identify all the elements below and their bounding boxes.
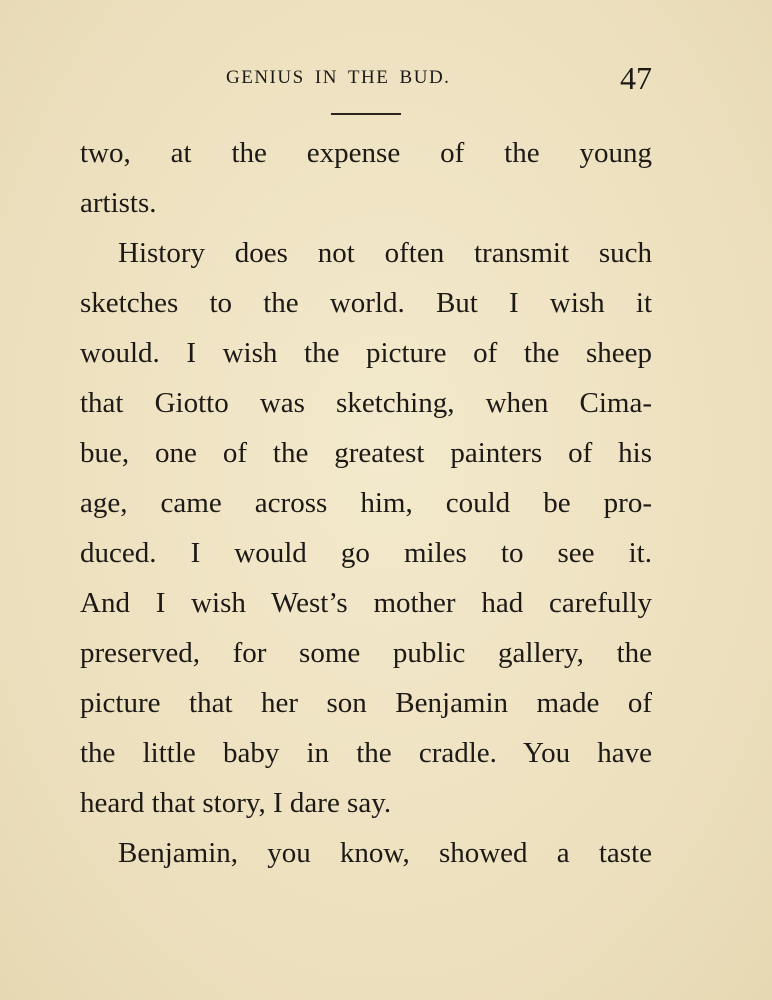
page-number: 47 — [620, 60, 652, 96]
text-line: two, at the expense of the young — [80, 137, 652, 169]
text-line: History does not often transmit such — [118, 237, 652, 269]
header-rule — [331, 113, 401, 115]
text-line: preserved, for some public gallery, the — [80, 637, 652, 669]
text-line: sketches to the world. But I wish it — [80, 287, 652, 319]
body-text — [80, 128, 652, 878]
text-line: the little baby in the cradle. You have — [80, 737, 652, 769]
text-line: age, came across him, could be pro- — [80, 487, 652, 519]
running-title: GENIUS IN THE BUD. — [226, 67, 451, 88]
text-line: duced. I would go miles to see it. — [80, 537, 652, 569]
text-line: bue, one of the greatest painters of his — [80, 437, 652, 469]
text-line: would. I wish the picture of the sheep — [80, 337, 652, 369]
text-line: picture that her son Benjamin made of — [80, 687, 652, 719]
text-line: that Giotto was sketching, when Cima- — [80, 387, 652, 419]
running-head — [80, 58, 654, 98]
text-line: Benjamin, you know, showed a taste — [118, 837, 652, 869]
text-line: And I wish West’s mother had carefully — [80, 587, 652, 619]
text-line: artists. — [80, 187, 157, 219]
text-line: heard that story, I dare say. — [80, 787, 392, 819]
